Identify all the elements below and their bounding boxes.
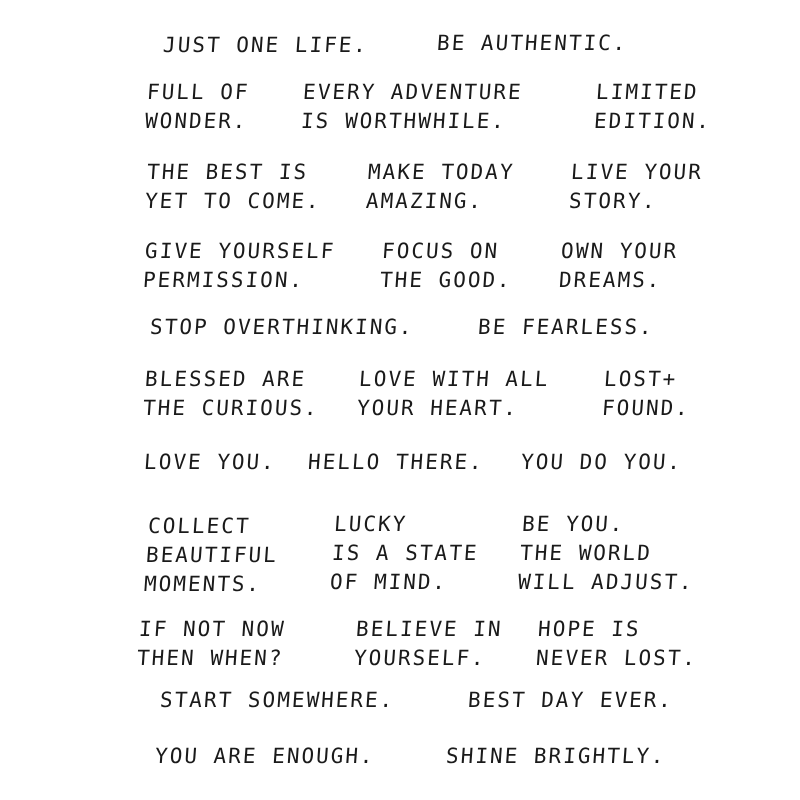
phrase-lucky-state-of-mind: LUCKY IS A STATE OF MIND. (329, 512, 480, 594)
phrase-be-authentic: BE AUTHENTIC. (436, 31, 629, 55)
phrase-make-today-amazing: MAKE TODAY AMAZING. (365, 160, 516, 213)
phrase-collect-beautiful-moments: COLLECT BEAUTIFUL MOMENTS. (143, 514, 279, 596)
phrase-hello-there: HELLO THERE. (307, 450, 485, 474)
phrase-own-your-dreams: OWN YOUR DREAMS. (558, 239, 680, 292)
phrase-blessed-are-the-curious: BLESSED ARE THE CURIOUS. (142, 367, 320, 420)
phrase-every-adventure: EVERY ADVENTURE IS WORTHWHILE. (300, 80, 524, 133)
phrase-shine-brightly: SHINE BRIGHTLY. (445, 744, 667, 768)
phrase-love-you: LOVE YOU. (143, 450, 277, 474)
phrase-you-do-you: YOU DO YOU. (520, 450, 683, 474)
phrase-hope-is-never-lost: HOPE IS NEVER LOST. (535, 617, 698, 670)
phrase-stop-overthinking: STOP OVERTHINKING. (149, 315, 415, 339)
phrase-lost-found: LOST+ FOUND. (601, 367, 691, 420)
phrase-believe-in-yourself: BELIEVE IN YOURSELF. (353, 617, 504, 670)
phrase-full-of-wonder: FULL OF WONDER. (144, 80, 251, 133)
phrase-just-one-life: JUST ONE LIFE. (162, 33, 369, 57)
phrase-be-you-world-adjust: BE YOU. THE WORLD WILL ADJUST. (517, 512, 695, 594)
phrase-love-with-all: LOVE WITH ALL YOUR HEART. (356, 367, 551, 420)
phrase-if-not-now: IF NOT NOW THEN WHEN? (136, 617, 287, 670)
phrase-the-best-is-yet: THE BEST IS YET TO COME. (144, 160, 322, 213)
phrase-start-somewhere: START SOMEWHERE. (159, 688, 396, 712)
phrase-focus-on-the-good: FOCUS ON THE GOOD. (379, 239, 513, 292)
phrase-you-are-enough: YOU ARE ENOUGH. (154, 744, 376, 768)
phrase-give-yourself-permission: GIVE YOURSELF PERMISSION. (142, 239, 337, 292)
phrase-live-your-story: LIVE YOUR STORY. (568, 160, 704, 213)
phrase-be-fearless: BE FEARLESS. (477, 315, 655, 339)
phrase-best-day-ever: BEST DAY EVER. (467, 688, 674, 712)
phrase-limited-edition: LIMITED EDITION. (593, 80, 713, 133)
